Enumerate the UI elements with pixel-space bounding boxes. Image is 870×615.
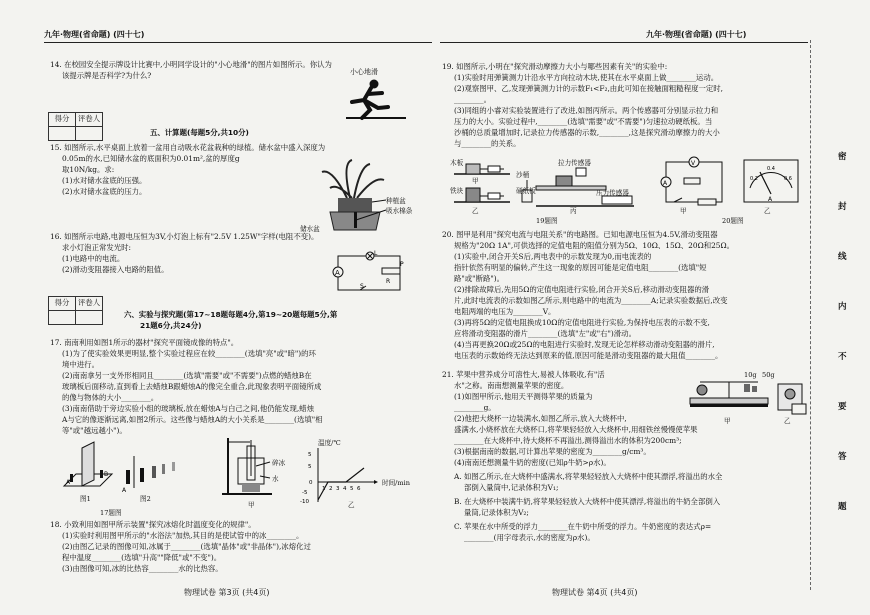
header-left: 九年·物理(省命题) (四十七) [44, 30, 145, 39]
q21-line: 部倒入量筒中,记录体积为V₁; [464, 483, 559, 492]
grader-cell[interactable] [76, 311, 103, 325]
y-axis-label: 温度/℃ [318, 439, 341, 447]
seal-char: 要 [838, 402, 847, 412]
q14-sign-text: 小心地滑 [350, 68, 378, 76]
q17-line: 境中进行。 [62, 360, 99, 369]
score-label: 得分 [49, 297, 76, 311]
svg-text:A: A [663, 180, 668, 187]
svg-text:B: B [104, 471, 109, 478]
q14-line: 该提示牌是否科学?为什么? [62, 71, 152, 80]
q16-line: (1)电路中的电流。 [62, 254, 125, 263]
svg-text:A: A [66, 479, 71, 486]
q15-line: 取10N/kg。求: [62, 165, 115, 174]
label-crushed-ice: 碎冰 [272, 459, 286, 467]
q20-line: 规格为"20Ω 1A",可供选择的定值电阻的阻值分别为5Ω、10Ω、15Ω、20Ω和25Ω。 [454, 241, 735, 250]
grader-label: 评卷人 [76, 297, 103, 311]
score-box-5 [48, 112, 103, 141]
q19-line: (2)观察图甲、乙,发现弹簧测力计的示数F₁<F₂,由此可知在接触面粗糙程度一定时, [454, 84, 724, 93]
q19-line: 沙桶的总质量增加时,记录拉力传感器的示数,________,这是探究滑动摩擦力的大小 [454, 128, 720, 137]
q21-line: ________(用字母表示,水的密度为ρ水)。 [464, 533, 595, 542]
q19-line: (3)同组的小睿对实验装置进行了改进,如图丙所示。两个传感器可分别显示拉力和 [454, 106, 719, 115]
svg-text:0.4: 0.4 [767, 166, 775, 172]
q16-line: 求小灯泡正常发光时: [62, 243, 132, 252]
q20-line: 电阻两端的电压为________V。 [454, 307, 556, 316]
q18-line: 18. 小致利用如图甲所示装置"探究冰熔化时温度变化的规律"。 [50, 520, 256, 529]
fig-jia-caption: 甲 [248, 501, 255, 509]
fig-bing-caption: 丙 [570, 207, 577, 215]
seal-char: 内 [838, 302, 847, 312]
fig-yi-caption: 乙 [348, 501, 355, 509]
q20-line: (3)再将5Ω的定值电阻换成10Ω的定值电阻进行实验,为保持电压表的示数不变, [454, 318, 710, 327]
q21-line: (3)根据南南的数据,可计算出苹果的密度为________g/cm³。 [454, 447, 651, 456]
q21-line: (2)他把大烧杯一边装满水,如图乙所示,放入大烧杯中, [454, 414, 627, 423]
slippery-floor-figure [338, 76, 408, 122]
section-6-title: 六、实验与探究题(第17~18题每题4分,第19~20题每题5分,第 [124, 310, 338, 319]
q18-line: (3)由图像可知,冰的比热容________水的比热容。 [62, 564, 223, 573]
svg-text:V: V [691, 160, 696, 167]
svg-text:5: 5 [308, 464, 312, 470]
q21-line: B. 在大烧杯中装满牛奶,将苹果轻轻放入大烧杯中使其漂浮,将溢出的牛奶全部倒入 [454, 497, 721, 506]
header-right: 九年·物理(省命题) (四十七) [646, 30, 747, 39]
label-wood-board: 木板 [450, 159, 464, 167]
label-pressure-sensor: 压力传感器 [596, 189, 629, 197]
score-box-6 [48, 296, 103, 325]
q21-line: C. 苹果在水中所受的浮力________在牛奶中所受的浮力。牛奶密度的表达式ρ= [454, 522, 712, 531]
left-page [0, 0, 432, 615]
grader-label: 评卷人 [76, 113, 103, 127]
svg-text:-10: -10 [300, 499, 309, 504]
grader-cell[interactable] [76, 127, 103, 141]
svg-text:0.6: 0.6 [784, 176, 792, 182]
svg-text:4: 4 [343, 486, 347, 492]
fig19-caption: 19题图 [536, 217, 558, 225]
q20-line: 20. 图甲是利用"探究电流与电阻关系"的电路图。已知电源电压恒为4.5V,滑动变阻器 [442, 230, 718, 239]
q17-line: (3)南南借助于旁边实验小组的玻璃板,放在蜡烛A与白己之间,他仍能发现,蜡烛 [62, 404, 314, 413]
header-rule [44, 42, 432, 43]
q15-line: (2)水对储水盆底的压力。 [62, 187, 147, 196]
svg-text:A: A [768, 196, 773, 203]
q15-line: 0.05m的水,已知储水盆的底面积为0.01m²,盆的厚度g [62, 154, 240, 163]
footer-right: 物理试卷 第4页 (共4页) [552, 588, 638, 597]
svg-text:5: 5 [308, 452, 312, 458]
label-tension-sensor: 拉力传感器 [558, 159, 591, 167]
score-cell[interactable] [49, 311, 76, 325]
seal-char: 答 [838, 452, 847, 462]
label-wick: 吸水棉条 [386, 207, 413, 215]
weight-10g: 10g [744, 371, 757, 379]
svg-text:0: 0 [309, 480, 313, 486]
q19-line: 19. 如图所示,小明在"探究滑动摩擦力大小与哪些因素有关"的实验中: [442, 62, 668, 71]
q20-line: 路"或"断路")。 [454, 274, 505, 283]
q17-line: A与它的像逐渐远离,如图2所示。这些像与蜡烛A的大小关系是________(选填"相 [62, 415, 323, 424]
fig17-caption: 17题图 [100, 509, 122, 517]
q15-line: (1)水对储水盆底的压强。 [62, 176, 147, 185]
fig20-caption: 20题图 [722, 217, 744, 225]
svg-text:L: L [374, 250, 378, 257]
footer-left: 物理试卷 第3页 (共4页) [184, 588, 270, 597]
q17-line: 的像与物体的大小________。 [62, 393, 159, 402]
q20-line: 电压表的示数始终无法达到原来的值,原因可能是滑动变阻器的最大阻值________。 [454, 351, 723, 360]
label-planting-pot: 种植盆 [386, 197, 406, 205]
q17-line: (1)为了使实验效果更明显,整个实验过程应在较________(选填"亮"或"暗")的环 [62, 349, 316, 358]
q19-line: 与________的关系。 [454, 139, 521, 148]
seal-char: 题 [838, 502, 847, 512]
q20-line: (4)当再更换20Ω或25Ω的电阻进行实验时,发现无论怎样移动滑动变阻器的滑片, [454, 340, 715, 349]
fig-jia-caption: 甲 [724, 417, 731, 425]
svg-text:0.2: 0.2 [750, 176, 758, 182]
weight-50g: 50g [762, 371, 775, 379]
score-label: 得分 [49, 113, 76, 127]
mirror-fig2 [122, 452, 186, 492]
friction-apparatus-figure [452, 156, 642, 212]
svg-text:-5: -5 [302, 490, 308, 496]
q21-line: A. 如图乙所示,在大烧杯中盛满水,将苹果轻轻放入大烧杯中使其漂浮,将溢出的水全 [454, 472, 723, 481]
q16-line: (2)滑动变阻器接入电路的阻值。 [62, 265, 169, 274]
fig-yi-caption: 乙 [764, 207, 771, 215]
fig-yi-caption: 乙 [784, 417, 791, 425]
q15-line: 15. 如图所示,水平桌面上放着一盆用自动吸水花盆栽种的绿植。储水盆中盛入深度为 [50, 143, 326, 152]
q14-line: 14. 在校园安全提示牌设计比赛中,小明同学设计的"小心地滑"的图片如图所示。你认为 [50, 60, 332, 69]
fig-yi-caption: 乙 [472, 207, 479, 215]
q19-line: (1)实验时用弹簧测力计沿水平方向拉动木块,使其在水平桌面上做________运动。 [454, 73, 719, 82]
score-cell[interactable] [49, 127, 76, 141]
fig1-caption: 图1 [80, 495, 91, 503]
q21-line: ________g。 [454, 403, 496, 412]
label-water: 水 [272, 475, 279, 483]
seal-char: 线 [838, 252, 847, 262]
q21-line: (4)南南还想测量牛奶的密度(已知ρ牛奶>ρ水)。 [454, 458, 611, 467]
q18-line: (1)实验时利用图甲所示的"水浴法"加热,其目的是使试管中的冰________。 [62, 531, 304, 540]
q20-line: 应将滑动变阻器的滑片________(选填"左"或"右")滑动。 [454, 329, 636, 338]
svg-text:5: 5 [350, 486, 354, 492]
seal-char: 密 [838, 152, 847, 162]
fig2-caption: 图2 [140, 495, 151, 503]
q17-line: 等"或"越远越小")。 [62, 426, 127, 435]
section-5-title: 五、计算题(每题5分,共10分) [150, 128, 249, 137]
q21-line: 水"之称。南南想测量苹果的密度。 [454, 381, 569, 390]
temperature-time-graph [300, 446, 410, 504]
water-bath-apparatus [220, 436, 280, 498]
svg-text:S: S [360, 283, 364, 290]
q21-line: ________在大烧杯中,待大烧杯不再溢出,测得溢出水的体积为200cm³; [454, 436, 682, 445]
svg-text:1: 1 [322, 486, 326, 492]
q20-line: 指针依然有明显的偏转,产生这一现象的原因可能是定值电阻________(选填"短 [454, 263, 707, 272]
label-iron-block: 铁块 [450, 187, 464, 195]
q17-line: 17. 南南利用如图1所示的器材"探究平面镜成像的特点"。 [50, 338, 239, 347]
label-water-pot: 储水盆 [300, 225, 320, 233]
label-cardboard: 硬纸板 [516, 187, 536, 195]
circuit-figure-20 [660, 154, 808, 214]
q17-line: (2)南南拿另一支外形相同且________(选填"需要"或"不需要")点燃的蜡烛B在 [62, 371, 312, 380]
svg-text:6: 6 [357, 486, 361, 492]
circuit-figure-16 [330, 250, 410, 296]
q18-line: 程中温度________(选填"升高""降低"或"不变")。 [62, 553, 222, 562]
svg-text:A: A [122, 487, 127, 492]
q21-line: (1)如图甲所示,他用天平测得苹果的质量为 [454, 392, 593, 401]
right-page [432, 0, 870, 615]
svg-text:2: 2 [329, 486, 333, 492]
q17-line: 玻璃板后面移动,直到看上去蜡烛B跟蜡烛A的像完全重合,此现象表明平面镜所成 [62, 382, 322, 391]
q21-line: 量筒,记录体积为V₂; [464, 508, 529, 517]
q21-line: 盛满水,小烧杯放在大烧杯口,将苹果轻轻放入大烧杯中,用细铁丝慢慢使苹果 [454, 425, 698, 434]
header-rule [440, 42, 808, 43]
q18-line: (2)由图乙记录的图像可知,冰属于________(选填"晶体"或"非晶体"),冰熔化过 [62, 542, 311, 551]
fig-jia-caption: 甲 [472, 177, 479, 185]
q20-line: 片,此时电流表的示数如图乙所示,则电路中的电流为________A;记录实验数据后,改变 [454, 296, 728, 305]
label-sand-bucket: 沙桶 [516, 171, 530, 179]
q21-line: 21. 苹果中营养成分可溶性大,易被人体吸收,有"活 [442, 370, 605, 379]
svg-text:3: 3 [336, 486, 340, 492]
svg-text:A: A [335, 269, 340, 277]
seal-fold-line [810, 40, 811, 590]
q19-line: ________。 [454, 95, 491, 104]
x-axis-label: 时间/min [382, 479, 411, 487]
svg-text:R: R [386, 278, 391, 285]
section-6-title-cont: 21题6分,共24分) [140, 321, 202, 330]
q16-line: 16. 如图所示电路,电源电压恒为3V,小灯泡上标有"2.5V 1.25W"字样(电阻不变)。 [50, 232, 319, 241]
q20-line: (2)排除故障后,先用5Ω的定值电阻进行实验,闭合开关S后,移动滑动变阻器的滑 [454, 285, 710, 294]
seal-char: 不 [838, 352, 847, 362]
q20-line: (1)实验中,闭合开关S后,两电表中的示数发现为0,而电流表的 [454, 252, 652, 261]
seal-char: 封 [838, 202, 847, 212]
svg-text:P: P [400, 261, 404, 268]
mirror-fig1 [60, 440, 116, 498]
q19-line: 压力的大小。实验过程中,________(选填"需要"或"不需要")匀速拉动硬纸板。当 [454, 117, 713, 126]
fig-jia-caption: 甲 [680, 207, 687, 215]
